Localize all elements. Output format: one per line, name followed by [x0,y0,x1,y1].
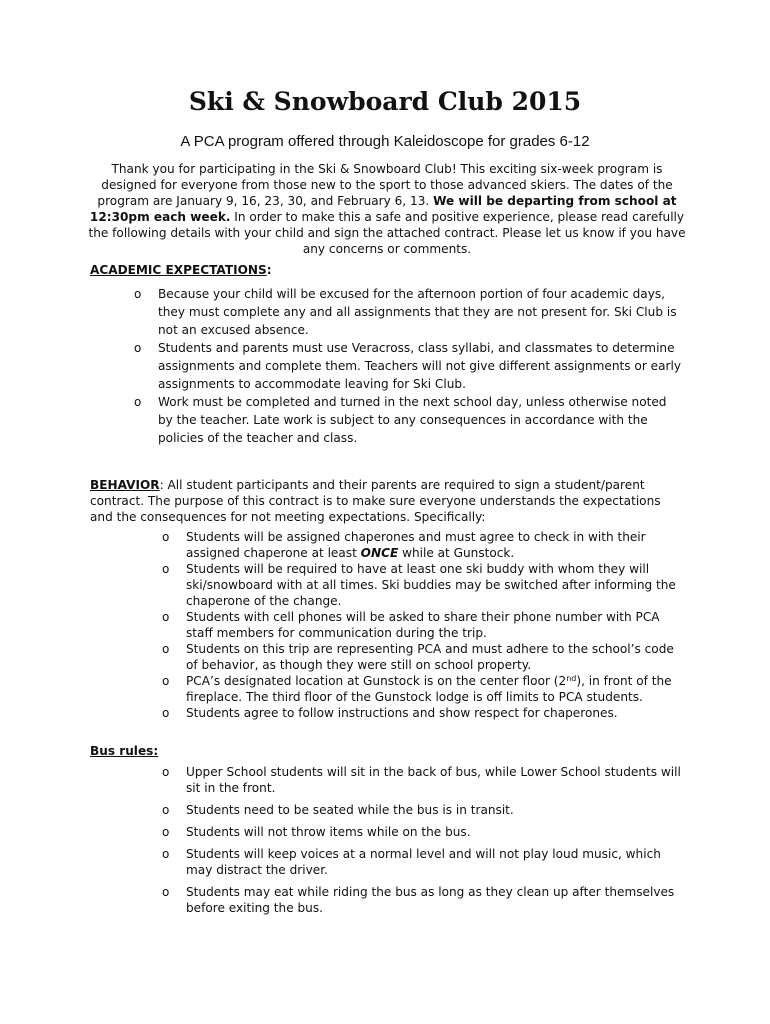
behavior-intro: : All student participants and their parents are required to sign a student/parent contract. The purpose of this contract is to make sure everyone understands the expectations and the consequences for not meeting expectations. Specifically: [90,478,661,525]
list-item [162,802,682,818]
academic-heading [90,262,272,278]
behavior-list [162,529,682,721]
intro-paragraph [88,161,686,258]
bullet-marker: o [162,530,170,544]
list-item [162,609,682,641]
list-item [134,339,684,393]
list-item-text: Upper School students will sit in the back of bus, while Lower School students will sit in the front. [186,765,681,795]
list-item-text: Students on this trip are representing PCA and must adhere to the school’s code of behavior, as though they were still on school property. [186,642,674,672]
bullet-marker: o [162,825,170,839]
list-item-text: Students will not throw items while on the bus. [186,825,471,839]
behavior-item1-text-a: Students will be assigned chaperones and must agree to check in with their assigned chaperone at least [186,530,646,560]
bullet-marker: o [134,287,142,301]
list-item-text: Students may eat while riding the bus as long as they clean up after themselves before exiting the bus. [186,885,675,915]
list-item-text: Students agree to follow instructions and show respect for chaperones. [186,706,618,720]
bullet-marker: o [162,803,170,817]
list-item-text: Students need to be seated while the bus is in transit. [186,803,514,817]
intro-departure-notice: We will be departing from school at 12:30pm each week. [89,194,677,225]
behavior-item5-superscript: nd [566,674,577,683]
bullet-marker: o [162,706,170,720]
behavior-item5-text-b: ), in front of the fireplace. The third floor of the Gunstock lodge is off limits to PCA students. [186,674,672,704]
list-item-text: Students with cell phones will be asked to share their phone number with PCA staff members for communication during the trip. [186,610,660,640]
list-item [162,641,682,673]
intro-text-b: In order to make this a safe and positive experience, please read carefully the following details with your child and sign the attached contract. Please let us know if you have any concerns or comments. [88,210,686,257]
behavior-item1-text-b: while at Gunstock. [398,546,515,560]
document-title: Ski & Snowboard Club 2015 [188,87,582,116]
behavior-item5-text-a: PCA’s designated location at Gunstock is on the center floor (2 [186,674,567,688]
document-subtitle: A PCA program offered through Kaleidoscope for grades 6-12 [180,133,590,150]
bullet-marker: o [162,562,170,576]
list-item-text [186,529,682,561]
bullet-marker: o [162,610,170,624]
list-item-text: Students will keep voices at a normal level and will not play loud music, which may distract the driver. [186,847,661,877]
academic-list [134,285,684,447]
bus-rules-heading-label: Bus rules: [90,744,159,758]
intro-text-a: Thank you for participating in the Ski & Snowboard Club! This exciting six-week program is designed for everyone from those new to the sport to those advanced skiers. The dates of the program are January 9, 16, 23, 30, and February 6, 13. [97,162,673,209]
academic-heading-label: ACADEMIC EXPECTATIONS [90,263,267,277]
list-item [162,764,682,796]
list-item-text: Students will be required to have at least one ski buddy with whom they will ski/snowboard with at all times. Ski buddies may be switched after informing the chaperone of the change. [186,562,676,608]
behavior-paragraph [90,477,684,525]
list-item [134,285,684,339]
bullet-marker: o [162,847,170,861]
list-item [162,673,682,705]
bullet-marker: o [162,642,170,656]
bullet-marker: o [134,395,142,409]
bullet-marker: o [162,674,170,688]
behavior-heading: BEHAVIOR [90,478,160,492]
list-item [162,561,682,609]
academic-heading-colon: : [266,263,272,277]
bullet-marker: o [162,765,170,779]
list-item [162,846,682,878]
list-item [162,884,682,916]
behavior-item1-emphasis: ONCE [360,546,399,560]
bullet-marker: o [134,341,142,355]
list-item-text: Because your child will be excused for the afternoon portion of four academic days, they must complete any and all assignments that they are not present for. Ski Club is not an excused absence. [158,287,677,337]
list-item [162,824,682,840]
list-item [162,705,682,721]
bullet-marker: o [162,885,170,899]
list-item [134,393,684,447]
bus-rules-heading [90,743,158,759]
list-item-text [186,673,682,705]
bus-rules-list [162,764,682,922]
list-item-text: Work must be completed and turned in the next school day, unless otherwise noted by the teacher. Late work is subject to any consequences in accordance with the policies of the teacher and class. [158,395,667,445]
list-item-text: Students and parents must use Veracross, class syllabi, and classmates to determine assignments and complete them. Teachers will not give different assignments or early assignments to accommodate leaving for Ski Club. [158,341,681,391]
list-item [162,529,682,561]
